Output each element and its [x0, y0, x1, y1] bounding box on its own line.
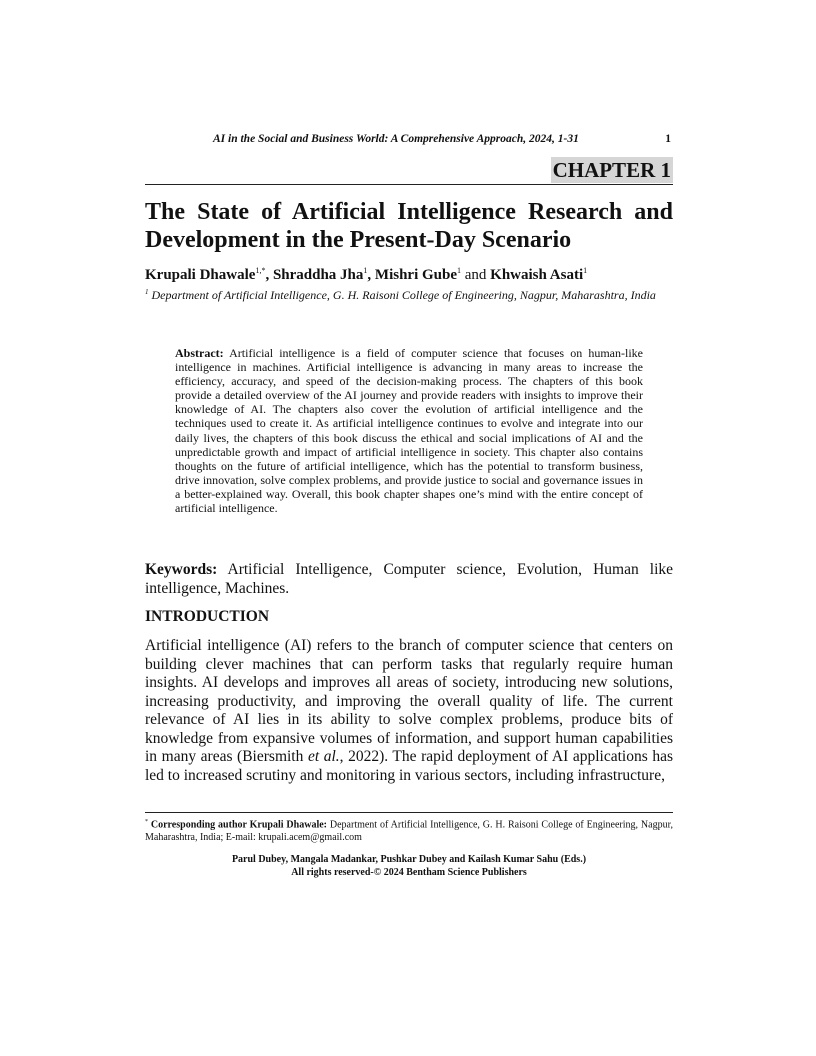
author-name: Shraddha Jha — [272, 267, 364, 283]
author-conjunction: and — [461, 267, 491, 283]
journal-title: AI in the Social and Business World: A Comprehensive Approach — [213, 133, 524, 145]
affiliation — [145, 285, 673, 304]
footnote-text: Department of Artificial Intelligence, G. H. Raisoni College of Engineering, Nagpur, Maharashtra, India; E-mail: krupali.acem@gmail.com — [145, 819, 673, 843]
author-affiliation-mark: 1 — [583, 266, 588, 275]
section-heading-introduction: INTRODUCTION — [145, 608, 270, 625]
keywords-text: Artificial Intelligence, Computer science, Evolution, Human like intelligence, Machines. — [145, 561, 673, 597]
footnote-divider — [145, 812, 673, 813]
author-name: Mishri Gube — [374, 267, 457, 283]
page-number: 1 — [665, 133, 671, 145]
author-affiliation-mark: 1,* — [255, 266, 266, 275]
affiliation-mark: 1 — [145, 288, 149, 296]
keywords-label: Keywords: — [145, 561, 218, 578]
author-name: Khwaish Asati — [490, 267, 584, 283]
author-affiliation-mark: 1 — [363, 266, 368, 275]
journal-citation — [213, 133, 579, 145]
author-name: Krupali Dhawale — [145, 267, 256, 283]
editors-line: Parul Dubey, Mangala Madankar, Pushkar Dubey and Kailash Kumar Sahu (Eds.) — [231, 854, 587, 865]
chapter-label: CHAPTER 1 — [552, 158, 671, 182]
author-list: Krupali Dhawale$^{1,*}$, Shraddha Jha$^1$, Mishri Gube$^1$ and Khwaish Asati$^1$ — [145, 266, 588, 283]
keywords — [145, 561, 673, 598]
chapter-header — [145, 157, 673, 185]
copyright-line: All rights reserved-© 2024 Bentham Science Publishers — [291, 867, 527, 878]
paper-title — [145, 198, 673, 254]
running-head — [145, 133, 673, 149]
footnote-mark: * — [145, 819, 148, 825]
footnote — [145, 816, 673, 845]
paper-title-line-1: The State of Artificial Intelligence Research and — [145, 199, 673, 225]
author-separator: , — [265, 267, 273, 283]
footnote-label: Corresponding author Krupali Dhawale: — [148, 819, 327, 831]
citation-et-al: et al. — [307, 748, 340, 765]
abstract-text: Artificial intelligence is a field of computer science that focuses on human-like intelligence in machines. Artificial intelligence is advancing in many areas to increase the efficiency, accuracy, and speed of the decision-making process. The chapters of this book provide a detailed overview of the AI journey and provide readers with insights to improve their knowledge of AI. The chapters also cover the evolution of artificial intelligence and the techniques used to create it. As artificial intelligence continues to evolve and integrate into our daily lives, the chapters of this book discuss the ethical and social implications of AI and the unpredictable growth and impact of artificial intelligence in society. This chapter also contains thoughts on the future of artificial intelligence, which has the potential to transform business, drive innovation, solve complex problems, and provide justice to social and governance issues in a better-explained way. Overall, this book chapter shapes one’s mind with the entire concept of artificial intelligence. — [175, 346, 643, 516]
journal-year-pages: , 2024, 1-31 — [523, 133, 579, 145]
author-affiliation-mark: 1 — [457, 266, 461, 275]
introduction-text: Artificial intelligence (AI) refers to the branch of computer science that centers on building clever machines that can perform tasks that regularly require human insights. AI develops and improves all areas of society, introducing new solutions, increasing productivity, and improving the overall quality of life. The current relevance of AI lies in its ability to solve complex problems, produce bits of knowledge from expansive volumes of information, and support human capabilities in many areas (Biersmith — [145, 637, 673, 765]
paper-title-line-2: Development in the Present-Day Scenario — [145, 227, 572, 253]
abstract — [175, 346, 643, 515]
abstract-label: Abstract: — [175, 346, 224, 360]
publisher-info — [145, 853, 673, 879]
affiliation-text: Department of Artificial Intelligence, G. H. Raisoni College of Engineering, Nagpur, Maharashtra, India — [148, 288, 656, 302]
introduction-paragraph — [145, 637, 673, 785]
introduction-text-continued: , 2022). The rapid deployment of AI applications has led to increased scrutiny and monitoring in various sectors, including infrastructure, — [145, 748, 673, 784]
